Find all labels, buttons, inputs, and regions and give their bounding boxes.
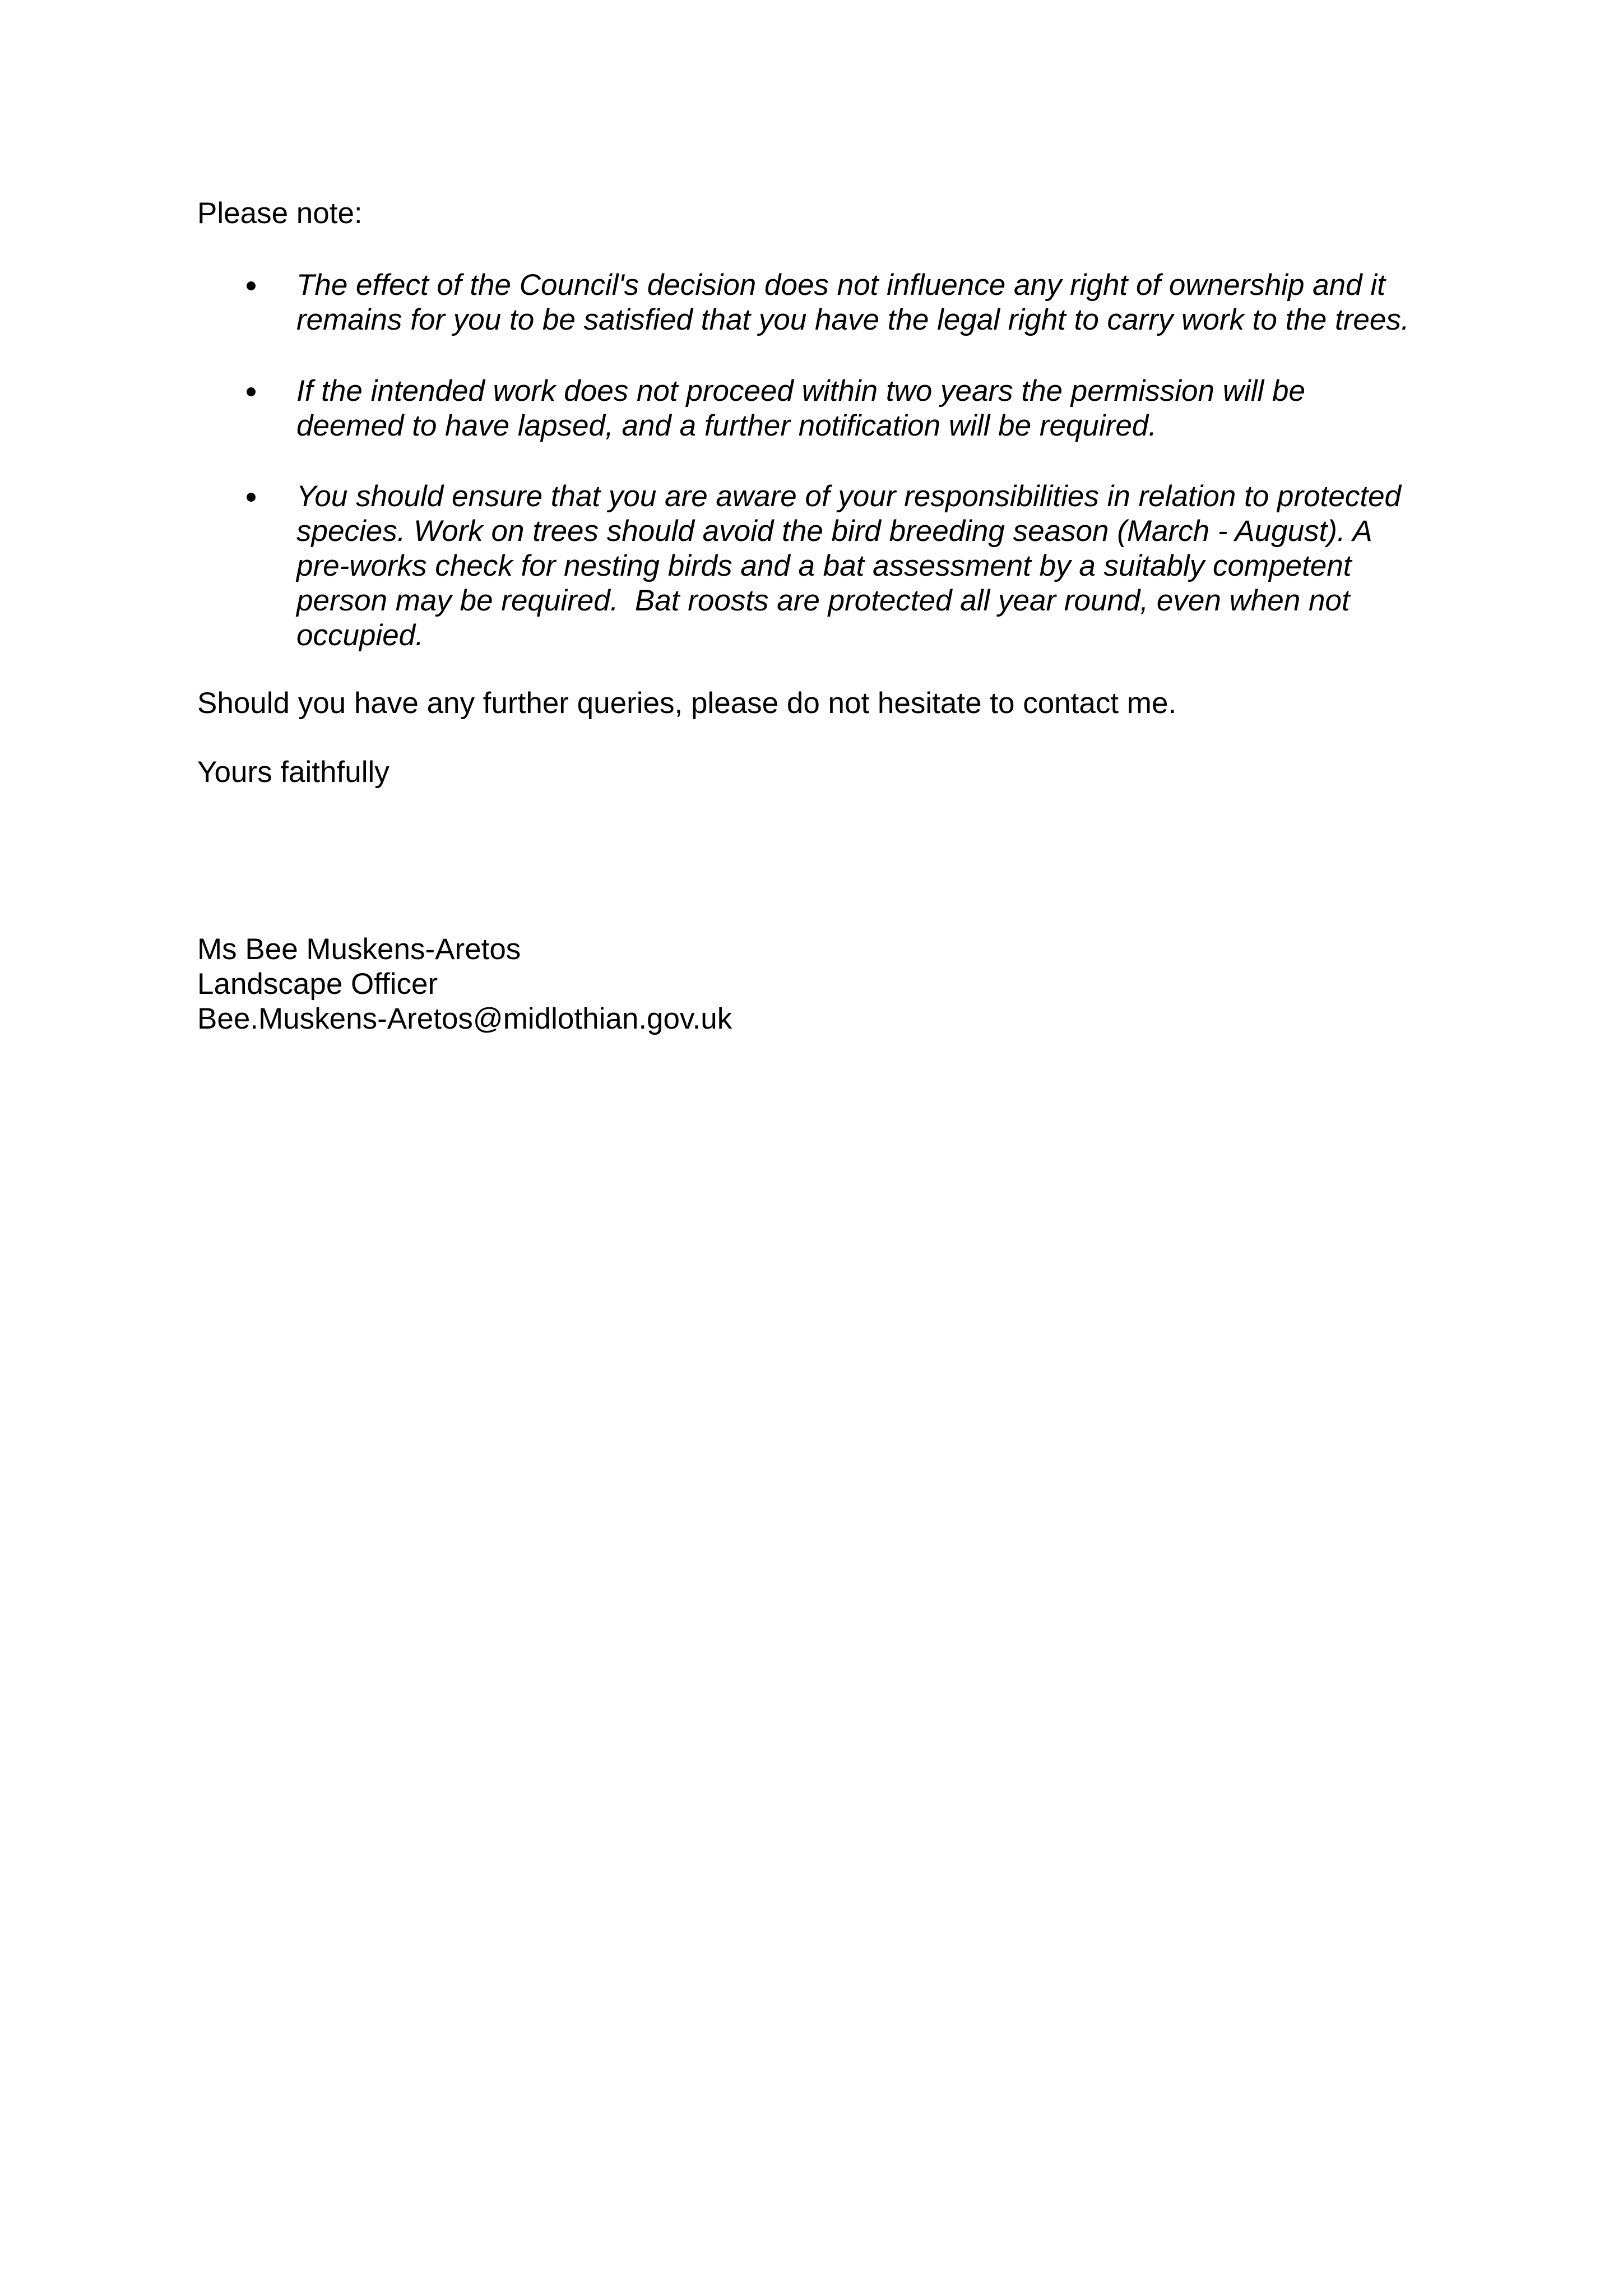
- note-text-line: pre-works check for nesting birds and a bat assessment by a suitably competent: [296, 549, 1352, 582]
- notes-heading: Please note:: [197, 197, 363, 230]
- note-text-line: remains for you to be satisfied that you have the legal right to carry work to the trees.: [296, 303, 1409, 336]
- signatory-name: Ms Bee Muskens-Aretos: [197, 933, 521, 966]
- bullet-dot: [247, 281, 256, 290]
- closing-query-text: Should you have any further queries, please do not hesitate to contact me.: [197, 687, 1177, 720]
- note-text-line: occupied.: [296, 619, 424, 652]
- note-text-line: species. Work on trees should avoid the bird breeding season (March - August). A: [296, 515, 1372, 548]
- note-text-line: If the intended work does not proceed within two years the permission will be: [296, 374, 1306, 408]
- note-text-line: deemed to have lapsed, and a further notification will be required.: [296, 409, 1157, 442]
- note-text-line: The effect of the Council's decision does not influence any right of ownership and it: [296, 269, 1385, 302]
- signatory-role: Landscape Officer: [197, 968, 438, 1001]
- bullet-dot: [247, 493, 256, 502]
- sign-off-text: Yours faithfully: [197, 756, 389, 789]
- signatory-email: Bee.Muskens-Aretos@midlothian.gov.uk: [197, 1002, 732, 1035]
- note-text-line: person may be required. Bat roosts are protected all year round, even when not: [296, 584, 1350, 617]
- note-text-line: You should ensure that you are aware of your responsibilities in relation to protected: [296, 480, 1402, 513]
- signature-block: [197, 932, 732, 1036]
- bullet-dot: [247, 387, 256, 396]
